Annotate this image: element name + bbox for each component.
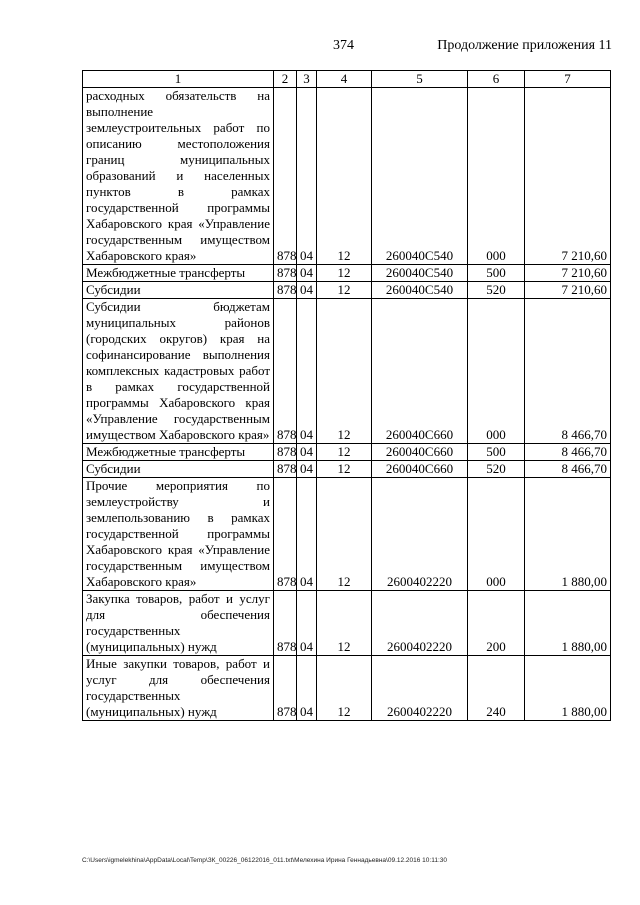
cell-subsection: 12	[317, 444, 372, 461]
table-row	[83, 444, 611, 461]
row-description: Межбюджетные трансферты	[83, 444, 274, 461]
row-description: Прочие мероприятия по землеустройству и землепользованию в рамках государственной программы Хабаровского края «Управление государственным имуществом Хабаровского края»	[83, 478, 274, 591]
cell-target-article: 2600402220	[372, 656, 468, 721]
cell-amount: 1 880,00	[525, 656, 611, 721]
cell-target-article: 260040С540	[372, 88, 468, 265]
cell-amount: 1 880,00	[525, 591, 611, 656]
row-description: Субсидии	[83, 282, 274, 299]
table-row	[83, 88, 611, 265]
cell-section: 04	[297, 88, 317, 265]
table-row	[83, 299, 611, 444]
cell-subsection: 12	[317, 591, 372, 656]
cell-section: 04	[297, 461, 317, 478]
cell-target-article: 260040С540	[372, 282, 468, 299]
row-description: Межбюджетные трансферты	[83, 265, 274, 282]
row-description: Закупка товаров, работ и услуг для обеспечения государственных (муниципальных) нужд	[83, 591, 274, 656]
cell-amount: 8 466,70	[525, 461, 611, 478]
row-description: Субсидии бюджетам муниципальных районов (городских округов) края на софинансирование выполнения комплексных кадастровых работ в рамках государственной программы Хабаровского края «Управление государственным имуществом Хабаровского края»	[83, 299, 274, 444]
cell-amount: 7 210,60	[525, 88, 611, 265]
cell-ministry: 878	[274, 478, 297, 591]
column-header: 6	[468, 71, 525, 88]
cell-amount: 7 210,60	[525, 265, 611, 282]
cell-subsection: 12	[317, 88, 372, 265]
cell-amount: 1 880,00	[525, 478, 611, 591]
cell-section: 04	[297, 299, 317, 444]
table-row	[83, 461, 611, 478]
cell-target-article: 2600402220	[372, 478, 468, 591]
table-row	[83, 478, 611, 591]
cell-ministry: 878	[274, 88, 297, 265]
row-description: расходных обязательств на выполнение землеустроительных работ по описанию местоположения границ муниципальных образований и населенных пунктов в рамках государственной программы Хабаровского края «Управление государственным имуществом Хабаровского края»	[83, 88, 274, 265]
table-row	[83, 591, 611, 656]
table-row	[83, 656, 611, 721]
column-header: 3	[297, 71, 317, 88]
cell-expense-type: 500	[468, 265, 525, 282]
cell-ministry: 878	[274, 265, 297, 282]
cell-subsection: 12	[317, 299, 372, 444]
cell-amount: 8 466,70	[525, 444, 611, 461]
cell-target-article: 260040С660	[372, 461, 468, 478]
page-number: 374	[333, 38, 354, 53]
cell-expense-type: 000	[468, 478, 525, 591]
cell-expense-type: 200	[468, 591, 525, 656]
row-description: Субсидии	[83, 461, 274, 478]
cell-expense-type: 240	[468, 656, 525, 721]
cell-subsection: 12	[317, 478, 372, 591]
cell-subsection: 12	[317, 265, 372, 282]
table-row	[83, 282, 611, 299]
column-header: 7	[525, 71, 611, 88]
cell-section: 04	[297, 591, 317, 656]
cell-section: 04	[297, 478, 317, 591]
cell-amount: 7 210,60	[525, 282, 611, 299]
table-row	[83, 265, 611, 282]
column-header: 5	[372, 71, 468, 88]
cell-ministry: 878	[274, 656, 297, 721]
cell-ministry: 878	[274, 299, 297, 444]
cell-expense-type: 520	[468, 461, 525, 478]
cell-expense-type: 500	[468, 444, 525, 461]
column-header-row	[83, 71, 611, 88]
cell-expense-type: 000	[468, 88, 525, 265]
cell-expense-type: 520	[468, 282, 525, 299]
cell-target-article: 2600402220	[372, 591, 468, 656]
column-header: 1	[83, 71, 274, 88]
cell-amount: 8 466,70	[525, 299, 611, 444]
cell-expense-type: 000	[468, 299, 525, 444]
cell-ministry: 878	[274, 461, 297, 478]
cell-target-article: 260040С660	[372, 444, 468, 461]
footer-path: C:\Users\igmelekhina\AppData\Local\Temp\ЗК_00226_06122016_011.txt\Мелехина Ирина Геннадьевна\09.12.2016 10:11:30	[82, 857, 447, 864]
budget-table	[82, 70, 611, 721]
cell-ministry: 878	[274, 282, 297, 299]
cell-subsection: 12	[317, 282, 372, 299]
cell-ministry: 878	[274, 444, 297, 461]
cell-section: 04	[297, 444, 317, 461]
cell-subsection: 12	[317, 461, 372, 478]
cell-section: 04	[297, 282, 317, 299]
cell-section: 04	[297, 656, 317, 721]
cell-subsection: 12	[317, 656, 372, 721]
cell-target-article: 260040С660	[372, 299, 468, 444]
column-header: 4	[317, 71, 372, 88]
column-header: 2	[274, 71, 297, 88]
row-description: Иные закупки товаров, работ и услуг для обеспечения государственных (муниципальных) нужд	[83, 656, 274, 721]
continuation-header: Продолжение приложения 11	[437, 38, 612, 53]
cell-ministry: 878	[274, 591, 297, 656]
cell-section: 04	[297, 265, 317, 282]
cell-target-article: 260040С540	[372, 265, 468, 282]
